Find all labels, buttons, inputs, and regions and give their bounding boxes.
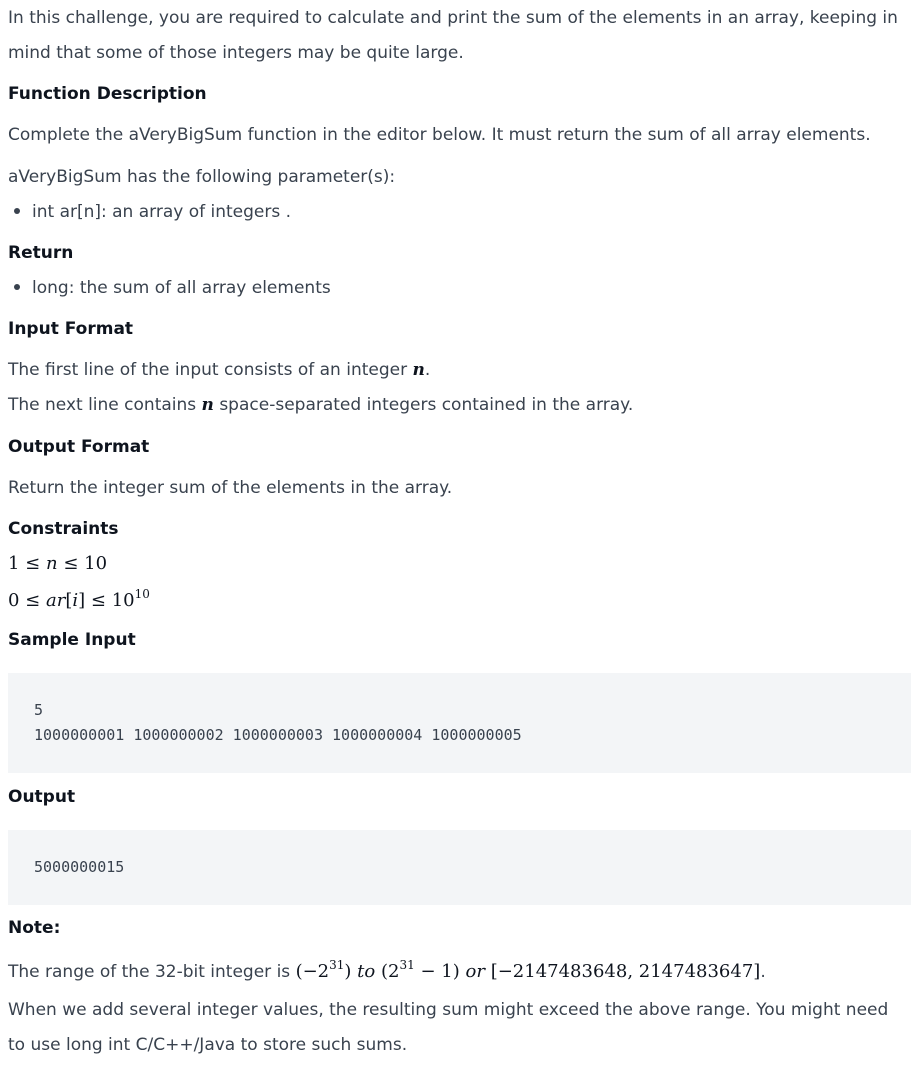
note-range-line — [8, 958, 766, 982]
constraint-2-bracket-open: [ — [65, 590, 73, 611]
intro-text: In this challenge, you are required to calculate and print the sum of the elements in an array, keeping in mind that some of those integers may be quite large. — [8, 8, 898, 63]
constraint-1 — [8, 553, 107, 574]
constraint-2-exponent: 10 — [134, 587, 150, 601]
code-line: 1000000001 1000000002 1000000003 1000000004 1000000005 — [34, 726, 522, 744]
bullet-icon — [14, 284, 20, 290]
return-item — [14, 278, 331, 298]
input-format-line-1 — [8, 360, 430, 380]
sample-input-code — [8, 673, 911, 773]
math-exponent: 31 — [329, 958, 345, 972]
math-var-n: n — [201, 395, 214, 415]
note-range-prefix: The range of the 32-bit integer is — [8, 962, 291, 982]
sample-output-code — [8, 830, 911, 905]
function-description-heading: Function Description — [8, 84, 207, 104]
output-format-heading: Output Format — [8, 437, 150, 457]
input-line-1-suffix: . — [424, 360, 431, 380]
math-part: − 1) — [420, 961, 460, 982]
input-line-1-prefix: The first line of the input consists of an integer — [8, 360, 408, 380]
constraint-1-var: n — [46, 553, 58, 574]
math-part: ) — [344, 961, 352, 982]
return-heading: Return — [8, 243, 74, 263]
math-word: to — [357, 961, 376, 982]
math-part: [−2147483648, 2147483647] — [490, 961, 761, 982]
input-format-heading: Input Format — [8, 319, 134, 339]
code-line: 5000000015 — [34, 858, 125, 876]
constraint-1-left: 1 ≤ — [8, 553, 41, 574]
constraint-2-bracket-close: ] — [78, 590, 86, 611]
math-exponent: 31 — [399, 958, 415, 972]
bullet-icon — [14, 208, 20, 214]
math-part: (2 — [380, 961, 400, 982]
note-range-suffix: . — [760, 962, 766, 982]
output-format-text: Return the integer sum of the elements in the array. — [8, 478, 453, 498]
input-line-2-prefix: The next line contains — [8, 395, 197, 415]
note-text: When we add several integer values, the resulting sum might exceed the above range. You might need to use long int C/C++/Java to store such sums. — [8, 1000, 889, 1055]
math-word: or — [465, 961, 485, 982]
parameter-text: int ar[n]: an array of integers . — [32, 202, 292, 222]
constraint-2-index: i — [72, 590, 79, 611]
constraint-2 — [8, 587, 150, 611]
return-text: long: the sum of all array elements — [32, 278, 331, 298]
note-range-math — [295, 958, 761, 982]
code-line: 5 — [34, 701, 44, 719]
constraints-heading: Constraints — [8, 519, 119, 539]
input-line-2-suffix: space-separated integers contained in the array. — [219, 395, 634, 415]
input-format-line-2 — [8, 395, 633, 415]
math-part: (−2 — [295, 961, 330, 982]
math-var-n: n — [412, 360, 425, 380]
parameter-item — [14, 202, 291, 222]
constraint-2-left: 0 ≤ — [8, 590, 41, 611]
constraint-2-var: ar — [46, 590, 66, 611]
output-heading: Output — [8, 787, 76, 807]
constraint-2-right: ≤ 10 — [90, 590, 135, 611]
sample-input-heading: Sample Input — [8, 630, 136, 650]
note-heading: Note: — [8, 918, 61, 938]
parameters-intro: aVeryBigSum has the following parameter(s): — [8, 167, 396, 187]
constraint-1-right: ≤ 10 — [63, 553, 108, 574]
function-description-text: Complete the aVeryBigSum function in the editor below. It must return the sum of all array elements. — [8, 125, 871, 145]
